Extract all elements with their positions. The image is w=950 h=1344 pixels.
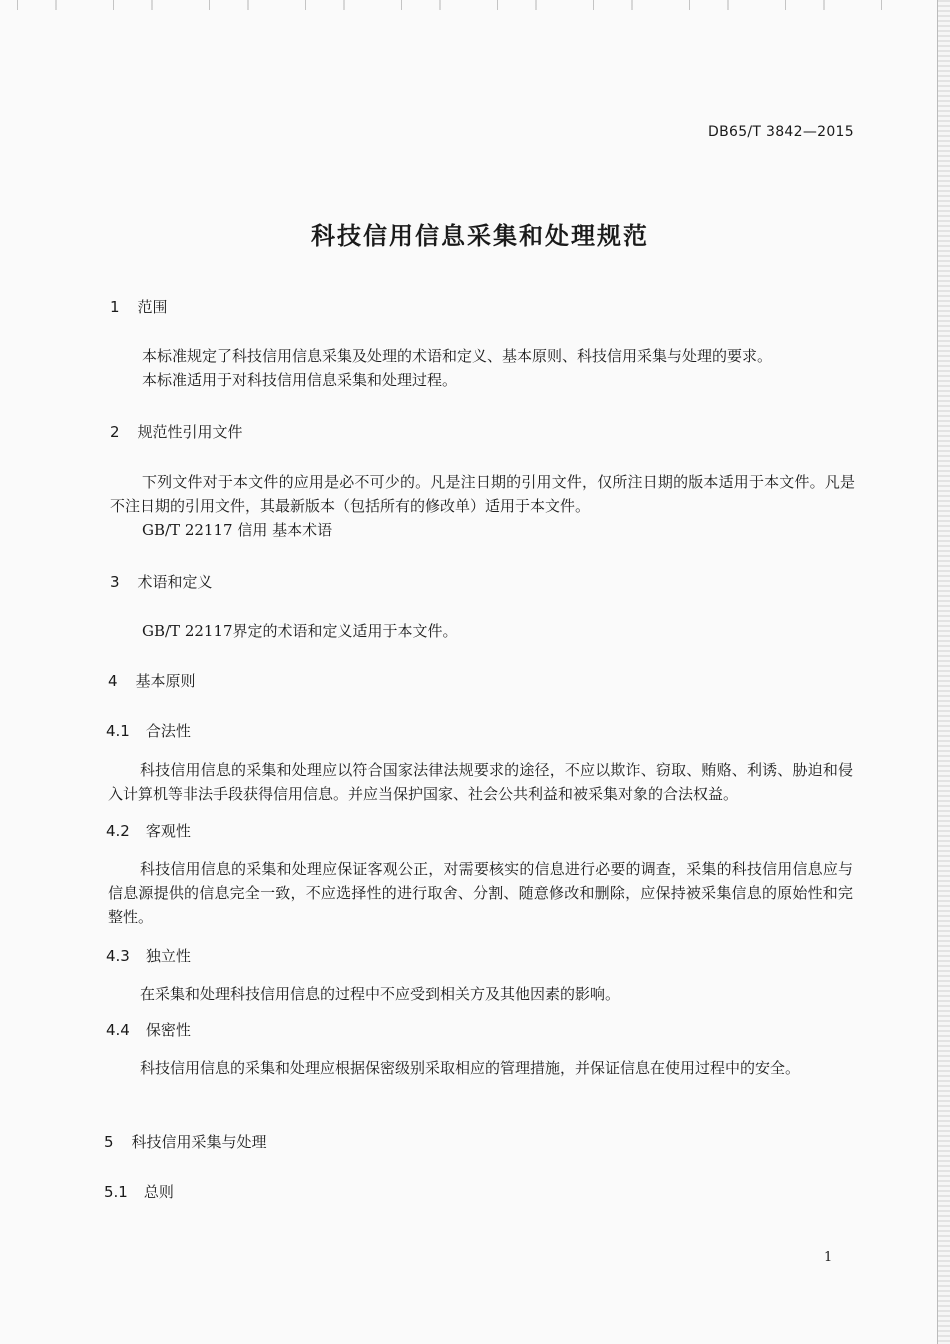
section-number: 4.3 — [106, 947, 130, 965]
document-title: 科技信用信息采集和处理规范 — [311, 222, 649, 250]
section-4-1-paragraph: 科技信用信息的采集和处理应以符合国家法律法规要求的途径，不应以欺诈、窃取、贿赂、利诱、胁迫和侵入计算机等非法手段获得信用信息。并应当保护国家、社会公共利益和被采集对象的合法权益。 — [108, 761, 853, 803]
page-number: 1 — [824, 1250, 833, 1265]
section-1-paragraph-2: 本标准适用于对科技信用信息采集和处理过程。 — [142, 371, 458, 389]
scan-right-edge-line — [937, 0, 938, 1344]
section-title: 总则 — [143, 1183, 174, 1201]
section-number: 4.4 — [106, 1021, 130, 1039]
section-title: 基本原则 — [135, 672, 196, 690]
section-title: 术语和定义 — [137, 573, 213, 591]
section-number: 4.2 — [106, 822, 130, 840]
scan-top-edge-marks — [0, 0, 900, 10]
section-4-2-paragraph: 科技信用信息的采集和处理应保证客观公正，对需要核实的信息进行必要的调查，采集的科技信用信息应与信息源提供的信息完全一致，不应选择性的进行取舍、分割、随意修改和删除，应保持被采集信息的原始性和完整性。 — [108, 860, 853, 926]
section-title: 客观性 — [145, 822, 191, 840]
section-number: 2 — [110, 423, 120, 441]
section-3-heading — [110, 571, 213, 592]
section-2-heading — [110, 421, 243, 442]
scan-right-edge — [938, 0, 950, 1344]
section-title: 保密性 — [145, 1021, 191, 1039]
section-5-1-heading — [104, 1181, 174, 1202]
section-4-3-heading — [106, 945, 191, 966]
section-number: 5.1 — [104, 1183, 128, 1201]
section-title: 合法性 — [145, 722, 191, 740]
section-title: 规范性引用文件 — [137, 423, 243, 441]
section-1-paragraph-1: 本标准规定了科技信用信息采集及处理的术语和定义、基本原则、科技信用采集与处理的要求。 — [142, 347, 773, 365]
section-1-heading — [110, 296, 168, 317]
section-4-4-paragraph: 科技信用信息的采集和处理应根据保密级别采取相应的管理措施，并保证信息在使用过程中的安全。 — [140, 1059, 801, 1077]
document-code: DB65/T 3842—2015 — [708, 124, 854, 140]
section-title: 独立性 — [145, 947, 191, 965]
section-3-paragraph-1: GB/T 22117界定的术语和定义适用于本文件。 — [142, 622, 458, 640]
section-4-2-heading — [106, 820, 191, 841]
section-5-heading — [104, 1131, 267, 1152]
section-2-reference: GB/T 22117 信用 基本术语 — [142, 521, 333, 539]
section-4-4-heading — [106, 1019, 191, 1040]
section-number: 5 — [104, 1133, 114, 1151]
section-title: 范围 — [137, 298, 168, 316]
section-4-3-paragraph: 在采集和处理科技信用信息的过程中不应受到相关方及其他因素的影响。 — [140, 985, 621, 1003]
section-2-paragraph-1: 下列文件对于本文件的应用是必不可少的。凡是注日期的引用文件，仅所注日期的版本适用于本文件。凡是不注日期的引用文件，其最新版本（包括所有的修改单）适用于本文件。 — [110, 473, 855, 515]
section-number: 3 — [110, 573, 120, 591]
section-number: 4.1 — [106, 722, 130, 740]
section-4-1-heading — [106, 720, 191, 741]
section-title: 科技信用采集与处理 — [131, 1133, 267, 1151]
section-number: 1 — [110, 298, 120, 316]
section-4-heading — [108, 670, 196, 691]
section-number: 4 — [108, 672, 118, 690]
